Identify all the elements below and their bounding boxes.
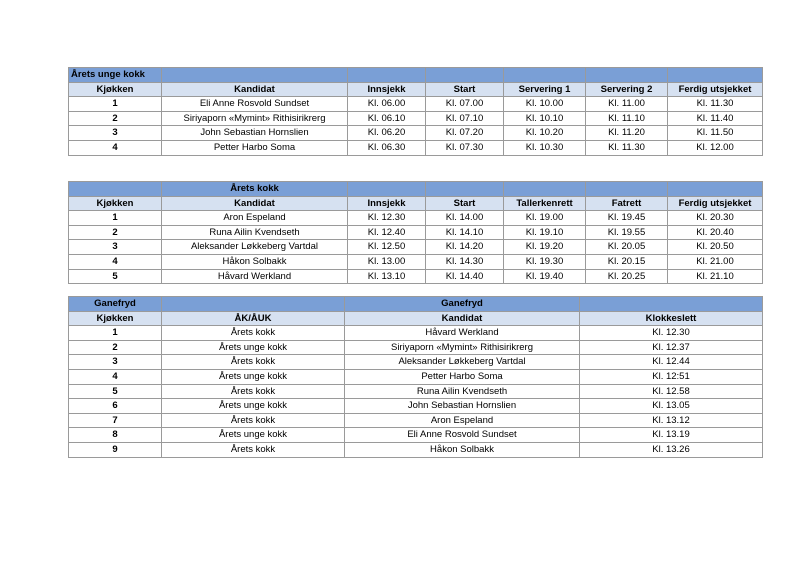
column-header: Kjøkken <box>69 311 162 326</box>
kitchen-number-cell: 6 <box>69 399 162 414</box>
table-cell: Årets kokk <box>162 355 345 370</box>
table-cell: Årets kokk <box>162 384 345 399</box>
kitchen-number-cell: 4 <box>69 140 162 155</box>
table-cell: Kl. 10.00 <box>504 97 586 112</box>
table-cell: Kl. 20.25 <box>586 269 668 284</box>
table-cell: Kl. 12.37 <box>580 340 763 355</box>
table-title-row <box>69 297 763 312</box>
kitchen-number-cell: 3 <box>69 355 162 370</box>
column-header: ÅK/ÅUK <box>162 311 345 326</box>
table-cell: Kl. 13.10 <box>348 269 426 284</box>
table-cell: Kl. 14.00 <box>426 211 504 226</box>
kitchen-number-cell: 7 <box>69 413 162 428</box>
table-cell: Kl. 10.10 <box>504 111 586 126</box>
table-row <box>69 428 763 443</box>
table-cell: Kl. 11.50 <box>668 126 763 141</box>
kitchen-number-cell: 1 <box>69 97 162 112</box>
kitchen-number-cell: 2 <box>69 111 162 126</box>
table-header-row <box>69 196 763 211</box>
table-cell: John Sebastian Hornslien <box>345 399 580 414</box>
table-cell: Kl. 19.45 <box>586 211 668 226</box>
table-cell: Årets unge kokk <box>162 369 345 384</box>
column-header: Innsjekk <box>348 196 426 211</box>
table-cell: Årets kokk <box>162 413 345 428</box>
table-cell: Kl. 12.44 <box>580 355 763 370</box>
table-row <box>69 111 763 126</box>
table-cell: Årets kokk <box>162 326 345 341</box>
table-cell: Kl. 19.55 <box>586 225 668 240</box>
column-header: Ferdig utsjekket <box>668 196 763 211</box>
table-cell: Petter Harbo Soma <box>162 140 348 155</box>
kitchen-number-cell: 3 <box>69 240 162 255</box>
table-cell: Kl. 07.20 <box>426 126 504 141</box>
table-row <box>69 254 763 269</box>
table-ganefryd <box>68 296 763 458</box>
kitchen-number-cell: 1 <box>69 326 162 341</box>
table-cell: Kl. 10.30 <box>504 140 586 155</box>
column-header: Kandidat <box>162 82 348 97</box>
table-cell: Kl. 14.10 <box>426 225 504 240</box>
table-row <box>69 225 763 240</box>
kitchen-number-cell: 2 <box>69 340 162 355</box>
column-header: Kjøkken <box>69 196 162 211</box>
table-cell: Kl. 11.40 <box>668 111 763 126</box>
table-cell: Kl. 12:51 <box>580 369 763 384</box>
table-cell: Årets unge kokk <box>162 340 345 355</box>
kitchen-number-cell: 4 <box>69 369 162 384</box>
kitchen-number-cell: 1 <box>69 211 162 226</box>
table-header-row <box>69 82 763 97</box>
table-cell: Runa Ailin Kvendseth <box>162 225 348 240</box>
table-cell: Kl. 14.40 <box>426 269 504 284</box>
column-header: Servering 1 <box>504 82 586 97</box>
table-cell: Kl. 06.20 <box>348 126 426 141</box>
table-body <box>69 97 763 155</box>
table-cell: Kl. 19.30 <box>504 254 586 269</box>
table-row <box>69 211 763 226</box>
table-row <box>69 399 763 414</box>
table-cell: John Sebastian Hornslien <box>162 126 348 141</box>
table-cell: Kl. 12.50 <box>348 240 426 255</box>
table-cell: Kl. 06.30 <box>348 140 426 155</box>
table-cell: Aron Espeland <box>345 413 580 428</box>
table-cell: Håvard Werkland <box>162 269 348 284</box>
table-cell: Kl. 06.10 <box>348 111 426 126</box>
table-row <box>69 384 763 399</box>
table-row <box>69 140 763 155</box>
kitchen-number-cell: 2 <box>69 225 162 240</box>
column-header: Ferdig utsjekket <box>668 82 763 97</box>
table-cell: Kl. 07.00 <box>426 97 504 112</box>
table-cell: Kl. 11.20 <box>586 126 668 141</box>
table-row <box>69 442 763 457</box>
table-cell: Kl. 07.30 <box>426 140 504 155</box>
table-cell: Kl. 11.00 <box>586 97 668 112</box>
table-header-row <box>69 311 763 326</box>
table-cell: Årets kokk <box>162 442 345 457</box>
table-body <box>69 211 763 284</box>
table-cell: Håkon Solbakk <box>345 442 580 457</box>
table-cell: Siriyaporn «Mymint» Rithisirikrerg <box>345 340 580 355</box>
table-cell: Kl. 20.15 <box>586 254 668 269</box>
table-cell: Kl. 12.30 <box>580 326 763 341</box>
table-row <box>69 355 763 370</box>
table-cell: Håvard Werkland <box>345 326 580 341</box>
table-arets-kokk <box>68 181 763 284</box>
table-cell: Kl. 20.50 <box>668 240 763 255</box>
table-cell: Kl. 21.00 <box>668 254 763 269</box>
table-cell: Eli Anne Rosvold Sundset <box>345 428 580 443</box>
table-row <box>69 326 763 341</box>
kitchen-number-cell: 9 <box>69 442 162 457</box>
table-arets-unge-kokk <box>68 67 763 156</box>
column-header: Klokkeslett <box>580 311 763 326</box>
table-cell: Årets unge kokk <box>162 428 345 443</box>
column-header: Kandidat <box>345 311 580 326</box>
table-body <box>69 326 763 457</box>
table-cell: Aron Espeland <box>162 211 348 226</box>
column-header: Fatrett <box>586 196 668 211</box>
table-row <box>69 97 763 112</box>
column-header: Start <box>426 82 504 97</box>
table-title: Ganefryd <box>69 297 162 312</box>
table-cell: Kl. 11.10 <box>586 111 668 126</box>
table-title-row <box>69 68 763 83</box>
table-cell: Kl. 13.05 <box>580 399 763 414</box>
kitchen-number-cell: 4 <box>69 254 162 269</box>
table-cell: Kl. 11.30 <box>668 97 763 112</box>
table-cell: Kl. 19.10 <box>504 225 586 240</box>
table-cell: Kl. 20.30 <box>668 211 763 226</box>
column-header: Kjøkken <box>69 82 162 97</box>
table-cell: Petter Harbo Soma <box>345 369 580 384</box>
table-cell: Kl. 19.00 <box>504 211 586 226</box>
column-header: Start <box>426 196 504 211</box>
table-cell: Kl. 11.30 <box>586 140 668 155</box>
column-header: Servering 2 <box>586 82 668 97</box>
table-title: Årets kokk <box>162 182 348 197</box>
kitchen-number-cell: 5 <box>69 269 162 284</box>
table-cell: Kl. 12.40 <box>348 225 426 240</box>
table-cell: Kl. 07.10 <box>426 111 504 126</box>
table-cell: Kl. 13.00 <box>348 254 426 269</box>
table-title-center: Ganefryd <box>345 297 580 312</box>
table-title-row <box>69 182 763 197</box>
table-cell: Aleksander Løkkeberg Vartdal <box>345 355 580 370</box>
table-cell: Kl. 12.30 <box>348 211 426 226</box>
table-cell: Kl. 13.19 <box>580 428 763 443</box>
table-title: Årets unge kokk <box>69 68 162 83</box>
table-cell: Siriyaporn «Mymint» Rithisirikrerg <box>162 111 348 126</box>
table-cell: Kl. 14.20 <box>426 240 504 255</box>
table-row <box>69 240 763 255</box>
column-header: Innsjekk <box>348 82 426 97</box>
column-header: Kandidat <box>162 196 348 211</box>
table-row <box>69 340 763 355</box>
table-cell: Kl. 13.12 <box>580 413 763 428</box>
table-cell: Kl. 20.05 <box>586 240 668 255</box>
kitchen-number-cell: 8 <box>69 428 162 443</box>
table-row <box>69 413 763 428</box>
kitchen-number-cell: 5 <box>69 384 162 399</box>
table-cell: Runa Ailin Kvendseth <box>345 384 580 399</box>
table-row <box>69 269 763 284</box>
table-cell: Årets unge kokk <box>162 399 345 414</box>
table-cell: Kl. 19.20 <box>504 240 586 255</box>
table-cell: Aleksander Løkkeberg Vartdal <box>162 240 348 255</box>
table-cell: Håkon Solbakk <box>162 254 348 269</box>
table-cell: Eli Anne Rosvold Sundset <box>162 97 348 112</box>
kitchen-number-cell: 3 <box>69 126 162 141</box>
table-cell: Kl. 21.10 <box>668 269 763 284</box>
table-cell: Kl. 19.40 <box>504 269 586 284</box>
column-header: Tallerkenrett <box>504 196 586 211</box>
table-cell: Kl. 20.40 <box>668 225 763 240</box>
table-cell: Kl. 10.20 <box>504 126 586 141</box>
table-row <box>69 369 763 384</box>
table-cell: Kl. 06.00 <box>348 97 426 112</box>
table-row <box>69 126 763 141</box>
table-cell: Kl. 12.58 <box>580 384 763 399</box>
table-cell: Kl. 14.30 <box>426 254 504 269</box>
table-cell: Kl. 12.00 <box>668 140 763 155</box>
table-cell: Kl. 13.26 <box>580 442 763 457</box>
